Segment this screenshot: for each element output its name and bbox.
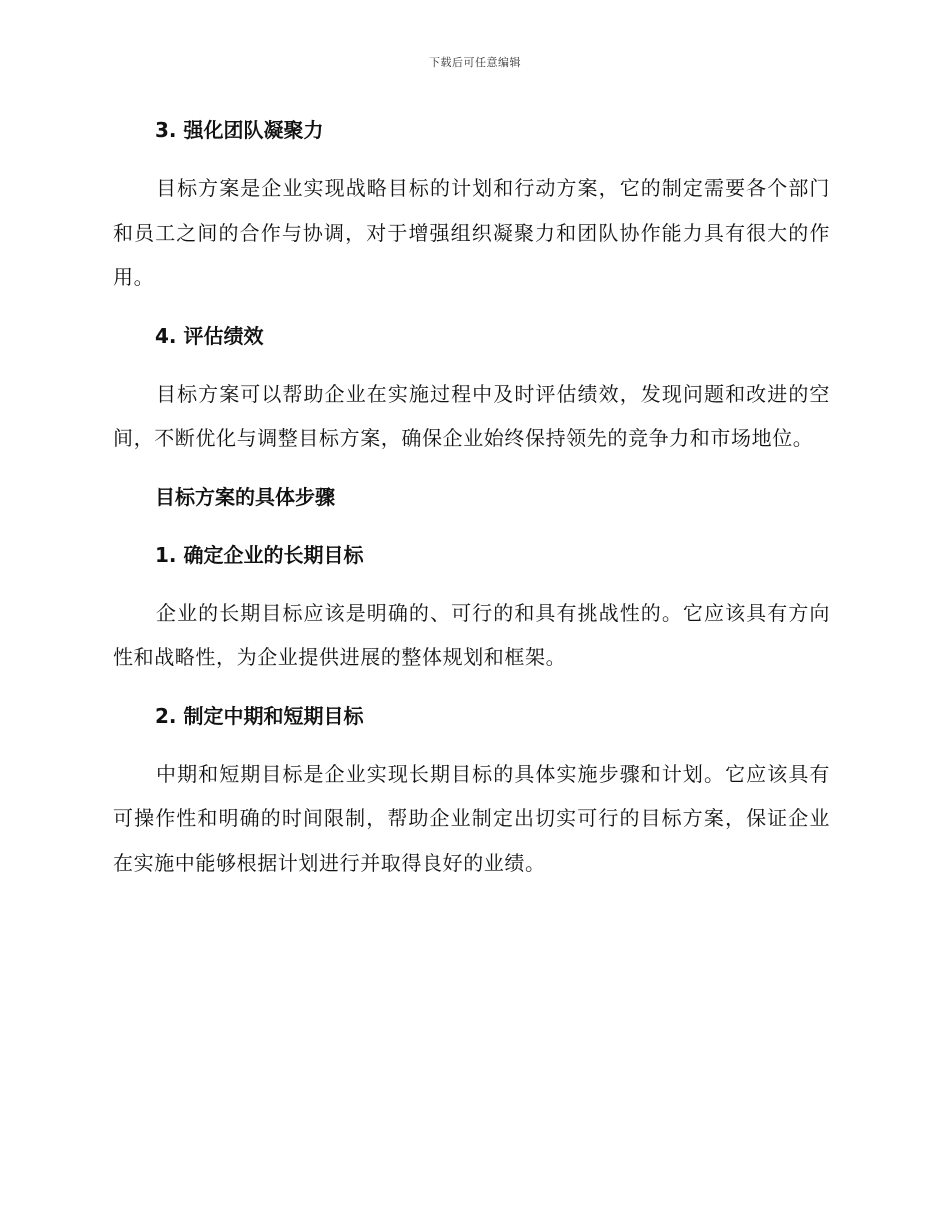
document-body — [113, 108, 830, 899]
section-paragraph: 目标方案是企业实现战略目标的计划和行动方案，它的制定需要各个部门和员工之间的合作与协调，对于增强组织凝聚力和团队协作能力具有很大的作用。 — [113, 176, 830, 289]
section-heading: 3. 强化团队凝聚力 — [155, 118, 324, 142]
step-paragraph: 企业的长期目标应该是明确的、可行的和具有挑战性的。它应该具有方向性和战略性，为企业提供进展的整体规划和框架。 — [113, 600, 830, 669]
header-note: 下载后可任意编辑 — [429, 56, 521, 69]
section-heading: 4. 评估绩效 — [155, 323, 264, 348]
steps-heading: 目标方案的具体步骤 — [155, 484, 335, 509]
step-heading: 2. 制定中期和短期目标 — [155, 703, 364, 728]
step-heading: 1. 确定企业的长期目标 — [155, 542, 364, 567]
section-paragraph: 目标方案可以帮助企业在实施过程中及时评估绩效，发现问题和改进的空间，不断优化与调整目标方案，确保企业始终保持领先的竞争力和市场地位。 — [113, 381, 830, 450]
step-paragraph: 中期和短期目标是企业实现长期目标的具体实施步骤和计划。它应该具有可操作性和明确的时间限制，帮助企业制定出切实可行的目标方案，保证企业在实施中能够根据计划进行并取得良好的业绩。 — [113, 761, 830, 875]
